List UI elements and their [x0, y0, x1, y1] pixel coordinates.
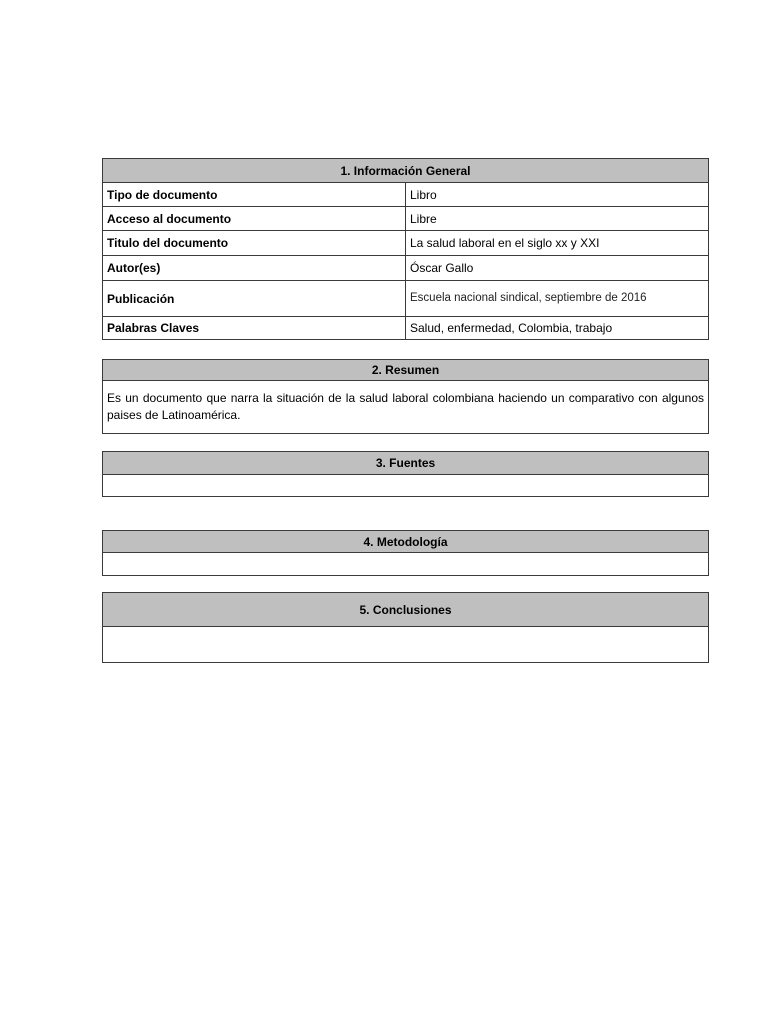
sources-header: 3. Fuentes — [103, 452, 709, 475]
methodology-text — [103, 553, 709, 576]
document-access-value: Libre — [406, 207, 709, 231]
sources-text — [103, 475, 709, 497]
publication-value: Escuela nacional sindical, septiembre de 2016 — [406, 281, 709, 317]
general-information-table — [102, 158, 709, 340]
table-row — [103, 183, 709, 207]
document-title-label: Titulo del documento — [103, 231, 406, 256]
general-information-section — [102, 158, 709, 340]
table-row — [103, 231, 709, 256]
conclusions-header: 5. Conclusiones — [103, 593, 709, 627]
sources-table — [102, 451, 709, 497]
keywords-value: Salud, enfermedad, Colombia, trabajo — [406, 317, 709, 340]
conclusions-table — [102, 592, 709, 663]
document-title-value: La salud laboral en el siglo xx y XXI — [406, 231, 709, 256]
methodology-section — [102, 530, 709, 576]
publication-label: Publicación — [103, 281, 406, 317]
methodology-header: 4. Metodología — [103, 531, 709, 553]
conclusions-section — [102, 592, 709, 663]
authors-value: Óscar Gallo — [406, 256, 709, 281]
table-row — [103, 256, 709, 281]
summary-table — [102, 359, 709, 434]
authors-label: Autor(es) — [103, 256, 406, 281]
summary-section — [102, 359, 709, 434]
general-information-header: 1. Información General — [103, 159, 709, 183]
conclusions-text — [103, 627, 709, 663]
summary-header: 2. Resumen — [103, 360, 709, 381]
document-type-label: Tipo de documento — [103, 183, 406, 207]
document-access-label: Acceso al documento — [103, 207, 406, 231]
document-type-value: Libro — [406, 183, 709, 207]
table-row — [103, 317, 709, 340]
sources-section — [102, 451, 709, 497]
keywords-label: Palabras Claves — [103, 317, 406, 340]
summary-text: Es un documento que narra la situación de la salud laboral colombiana haciendo un comparativo con algunos paises de Latinoamérica. — [103, 381, 709, 434]
table-row — [103, 207, 709, 231]
methodology-table — [102, 530, 709, 576]
table-row — [103, 281, 709, 317]
